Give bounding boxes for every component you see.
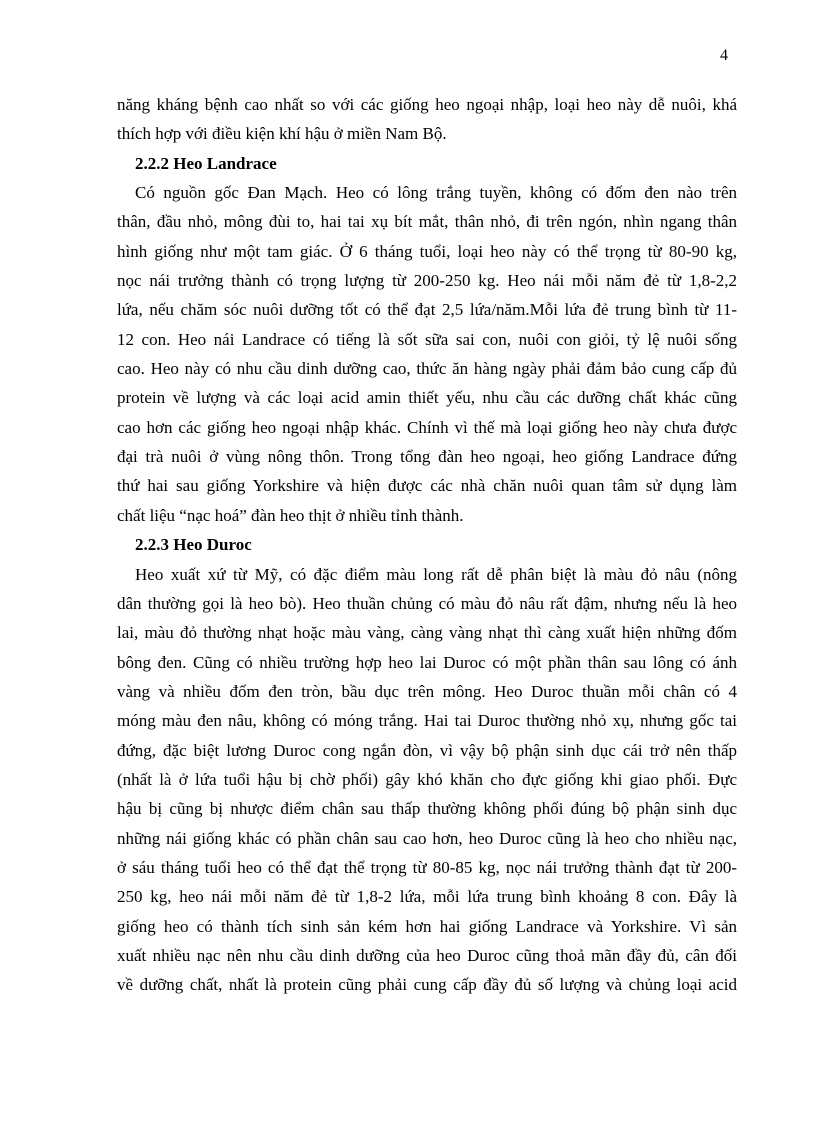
- paragraph-line: 250 kg, heo nái mỗi năm đẻ từ 1,8-2 lứa, mỗi lứa trung bình khoảng 8 con. Đây là: [117, 887, 737, 907]
- section-heading-duroc: 2.2.3 Heo Duroc: [135, 535, 252, 555]
- paragraph-line: Heo xuất xứ từ Mỹ, có đặc điểm màu long rất dễ phân biệt là màu đỏ nâu (nông: [135, 564, 737, 584]
- paragraph-line: ở sáu tháng tuổi heo có thể đạt thể trọng từ 80-85 kg, nọc nái trưởng thành đạt từ 200-: [117, 857, 737, 877]
- paragraph-line: năng kháng bệnh cao nhất so với các giống heo ngoại nhập, loại heo này dễ nuôi, khá: [117, 95, 737, 114]
- paragraph-line: chất liệu “nạc hoá” đàn heo thịt ở nhiều tỉnh thành.: [117, 505, 464, 525]
- paragraph-line: về dưỡng chất, nhất là protein cũng phải cung cấp đầy đủ số lượng và chủng loại acid: [117, 975, 737, 995]
- paragraph-line: những nái giống khác có phần chân sau cao hơn, heo Duroc cũng là heo cho nhiều nạc,: [117, 828, 737, 848]
- paragraph-line: đứng, đặc biệt lương Duroc cong ngắn đòn, vì vậy bộ phận sinh dục cái trở nên thấp: [117, 740, 737, 760]
- paragraph-line: hình giống như một tam giác. Ở 6 tháng tuổi, loại heo này có thể trọng từ 80-90 kg,: [117, 241, 737, 261]
- paragraph-line: giống heo có thành tích sinh sản kém hơn hai giống Landrace và Yorkshire. Vì sản: [117, 916, 737, 936]
- page-body: [117, 90, 737, 1000]
- paragraph-line: móng màu đen nâu, không có móng trắng. Hai tai Duroc thường nhỏ xụ, nhưng gốc tai: [117, 711, 737, 731]
- paragraph-line: cao hơn các giống heo ngoại nhập khác. Chính vì thế mà loại giống heo này chưa được: [117, 417, 737, 437]
- page-number: 4: [720, 47, 728, 64]
- paragraph-line: dân thường gọi là heo bò). Heo thuần chủng có màu đỏ nâu rất đậm, nhưng nếu là heo: [117, 593, 737, 613]
- paragraph-line: nọc nái trưởng thành có trọng lượng từ 200-250 kg. Heo nái mỗi năm đẻ từ 1,8-2,2: [117, 271, 737, 291]
- paragraph-line: xuất nhiều nạc nên nhu cầu dinh dưỡng của heo Duroc cũng thoả mãn đầy đủ, cân đối: [117, 945, 737, 965]
- section-heading-landrace: 2.2.2 Heo Landrace: [135, 153, 277, 173]
- paragraph-line: Có nguồn gốc Đan Mạch. Heo có lông trắng tuyền, không có đốm đen nào trên: [135, 183, 737, 203]
- paragraph-line: thân, đầu nhỏ, mông đùi to, hai tai xụ bít mắt, thân nhỏ, đi trên ngón, nhìn ngang thân: [117, 212, 737, 232]
- paragraph-line: cao. Heo này có nhu cầu dinh dưỡng cao, thức ăn hàng ngày phải đảm bảo cung cấp đủ: [117, 359, 737, 379]
- paragraph-line: thứ hai sau giống Yorkshire và hiện được các nhà chăn nuôi quan tâm sử dụng làm: [117, 476, 737, 496]
- paragraph-line: đại trà nuôi ở vùng nông thôn. Trong tổng đàn heo ngoại, heo giống Landrace đứng: [117, 447, 737, 467]
- paragraph-line: protein về lượng và các loại acid amin thiết yếu, nhu cầu các dưỡng chất khác cũng: [117, 388, 737, 408]
- paragraph-line: 12 con. Heo nái Landrace có tiếng là sốt sữa sai con, nuôi con giỏi, tỷ lệ nuôi sống: [117, 329, 737, 349]
- paragraph-line: bông đen. Cũng có nhiều trường hợp heo lai Duroc có một phần thân sau lông có ánh: [117, 652, 737, 672]
- paragraph-line: lai, màu đỏ thường nhạt hoặc màu vàng, càng vàng nhạt thì càng xuất hiện những đốm: [117, 623, 737, 643]
- paragraph-line: vàng và nhiều đốm đen tròn, bầu dục trên mông. Heo Duroc thuần mỗi chân có 4: [117, 681, 737, 701]
- paragraph-line: thích hợp với điều kiện khí hậu ở miền Nam Bộ.: [117, 124, 447, 144]
- paragraph-line: lứa, nếu chăm sóc nuôi dưỡng tốt có thể đạt 2,5 lứa/năm.Mỗi lứa đẻ trung bình từ 11-: [117, 300, 737, 320]
- paragraph-line: (nhất là ở lứa tuổi hậu bị chờ phối) gây khó khăn cho đực giống khi giao phối. Đực: [117, 769, 737, 789]
- paragraph-line: hậu bị cũng bị nhược điểm chân sau thấp thường không phối đúng bộ phận sinh dục: [117, 799, 737, 819]
